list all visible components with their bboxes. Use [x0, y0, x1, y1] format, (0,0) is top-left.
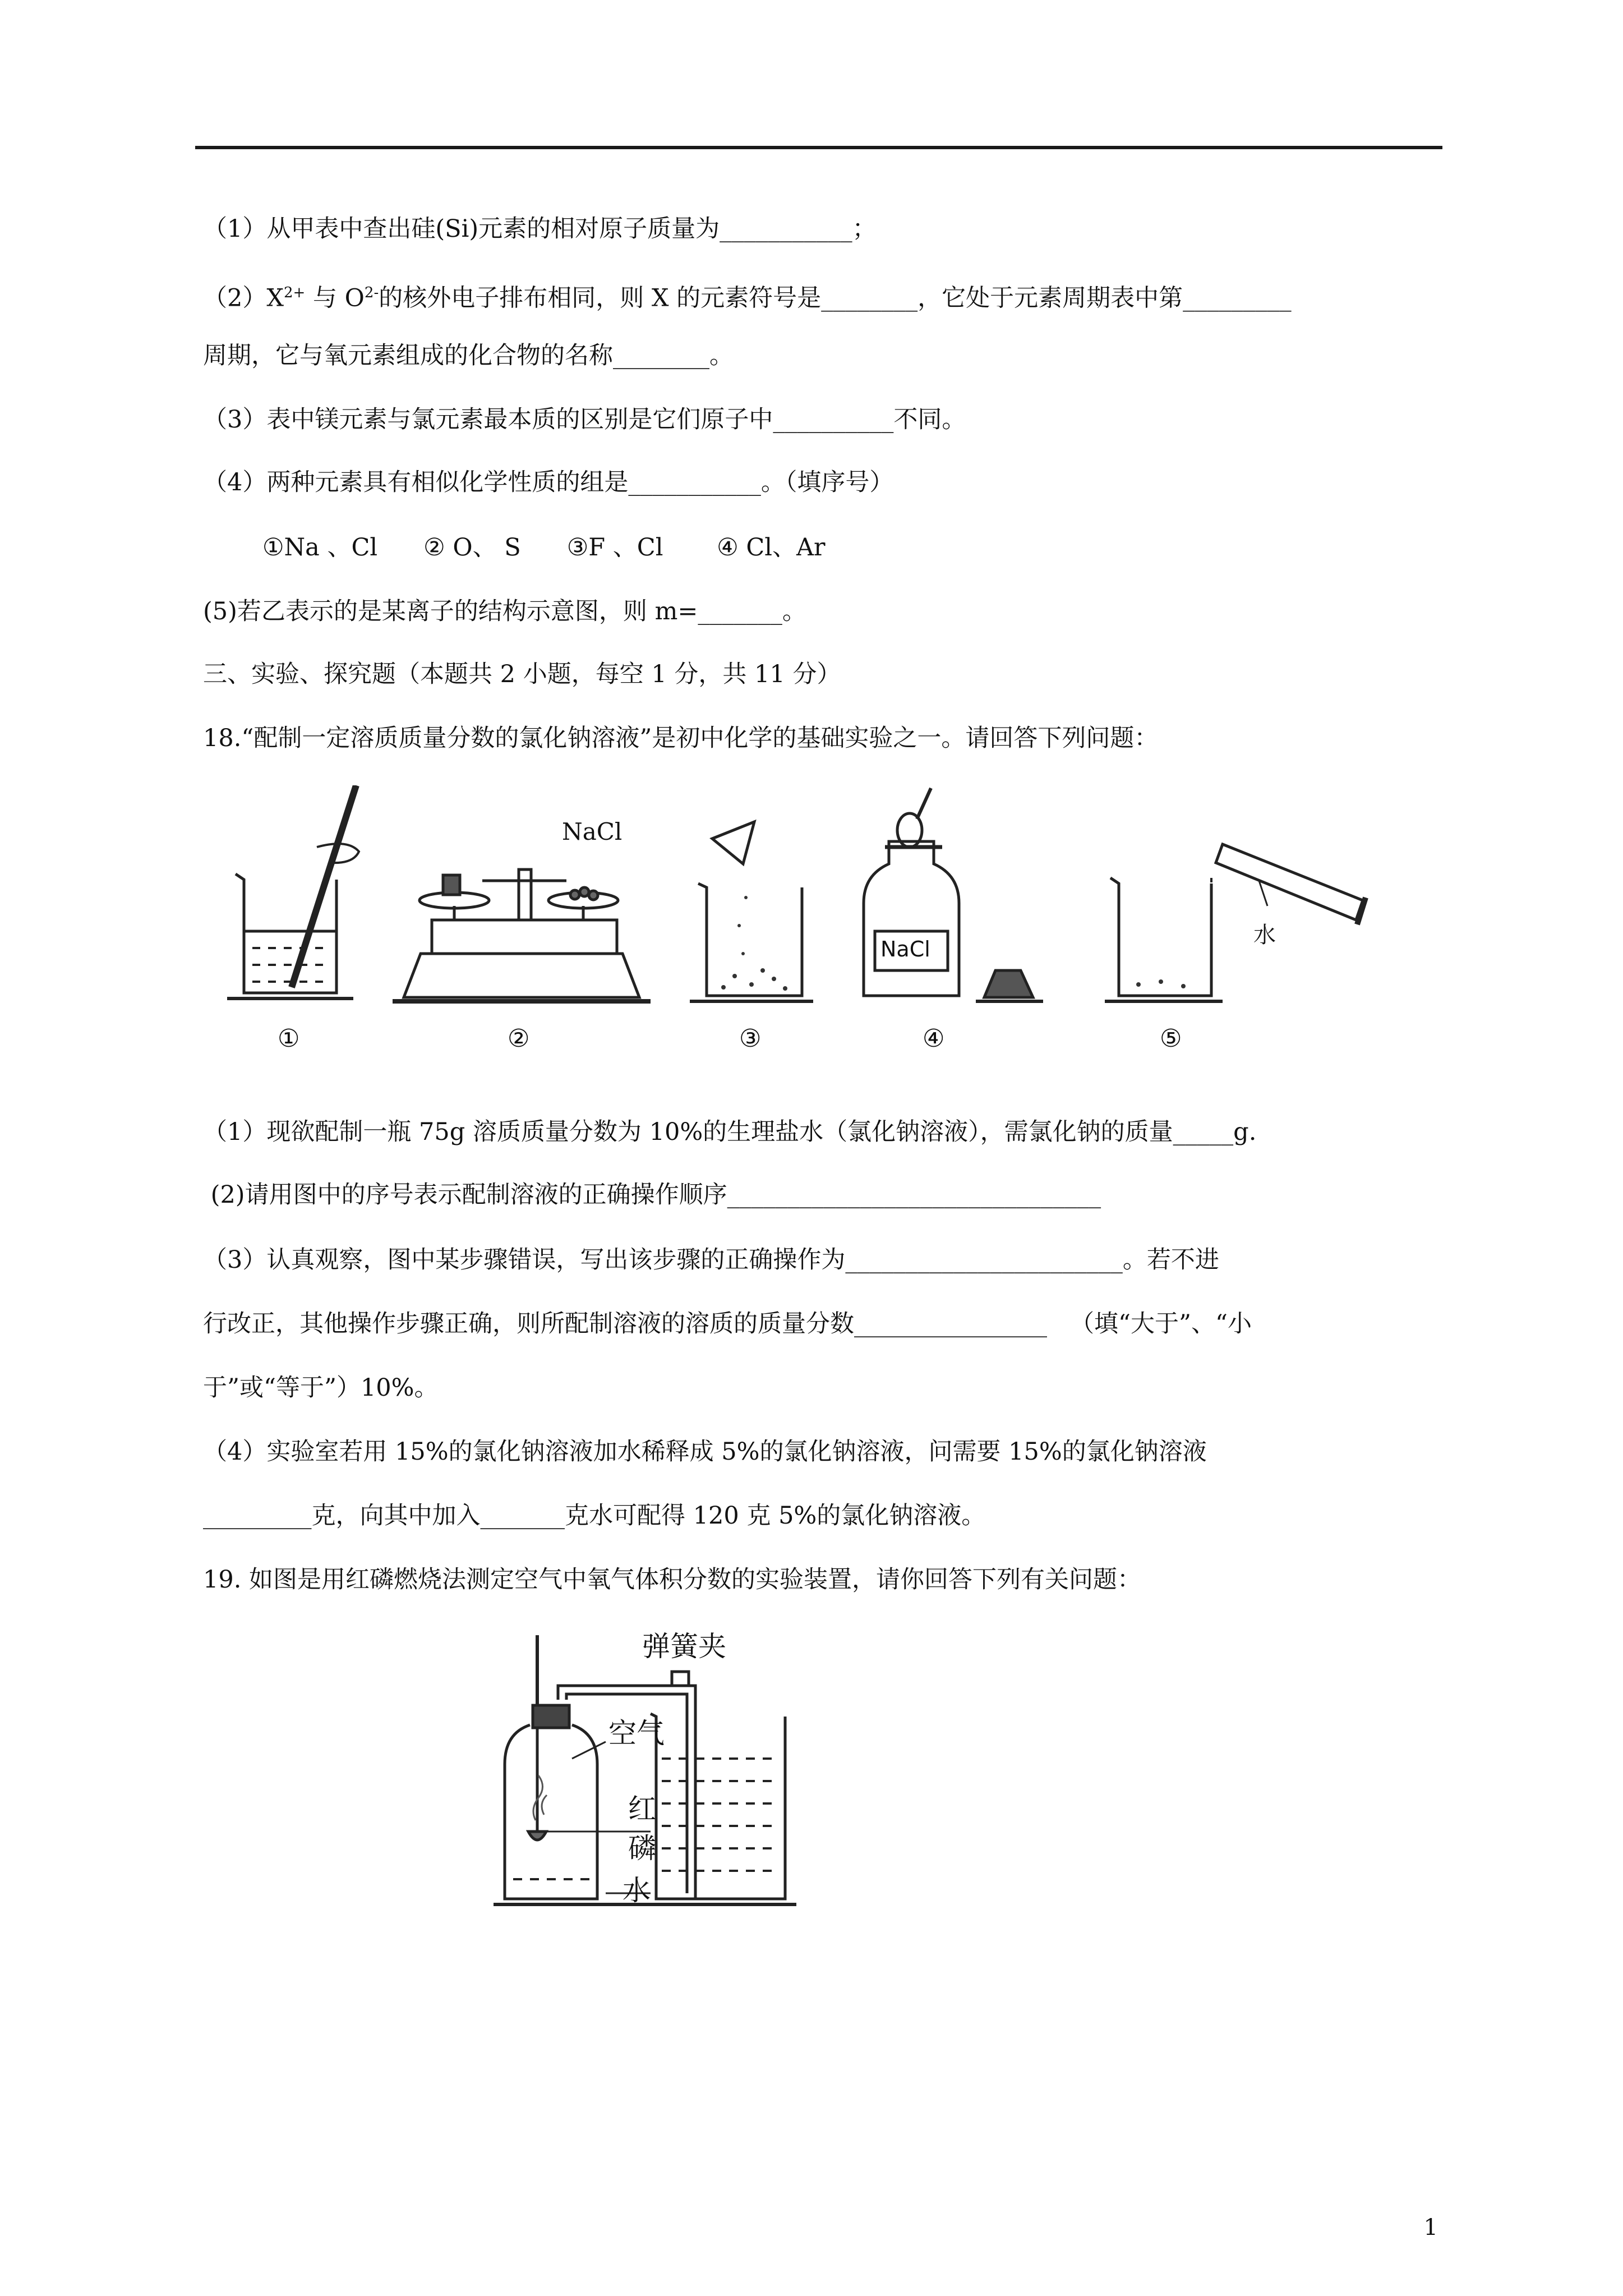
page-number: 1: [1423, 2215, 1438, 2240]
label-water: 水: [623, 1874, 651, 1907]
question-18-intro: 18.“配制一定溶质质量分数的氯化钠溶液”是初中化学的基础实验之一。请回答下列问题：: [203, 724, 1159, 752]
question-17-3: （3）表中镁元素与氯元素最本质的区别是它们原子中__________不同。: [203, 406, 966, 434]
question-19-intro: 19. 如图是用红磷燃烧法测定空气中氧气体积分数的实验装置，请你回答下列有关问题：: [203, 1566, 1142, 1594]
question-18-4-cont: _________克，向其中加入_______克水可配得 120 克 5%的氯化钠溶液。: [203, 1502, 986, 1530]
question-17-2: $(2)X^{2+}$ 与 $O^{2-}$的核外电子排布相同，则 X 的元素符号是________，它处于元素周期表中第_________: [203, 284, 1292, 312]
label-phosphorus: 磷: [628, 1832, 656, 1865]
balance: [393, 869, 651, 1001]
reagent-bottle-spoon: [864, 788, 1043, 1001]
fig-num-4: ④: [923, 1024, 945, 1053]
red-phosphorus-apparatus: [482, 1630, 852, 1916]
section-3-heading: 三、实验、探究题（本题共 2 小题，每空 1 分，共 11 分）: [203, 660, 841, 688]
question-18-4: （4）实验室若用 15%的氯化钠溶液加水稀释成 5%的氯化钠溶液，问需要 15%的氯化钠溶液: [203, 1438, 1207, 1466]
beaker-stirring-rod: [227, 785, 359, 999]
question-17-4-options: ①Na 、Cl ② O、 S ③F 、Cl ④ Cl、Ar: [262, 533, 826, 562]
question-17-5: (5)若乙表示的是某离子的结构示意图，则 m=_______。: [203, 597, 806, 625]
fig-label-nacl-bottle: NaCl: [880, 937, 930, 961]
question-18-3-cont2: 于”或“等于”）10%。: [203, 1374, 439, 1402]
question-17-1: （1）从甲表中查出硅(Si)元素的相对原子质量为___________；: [203, 215, 877, 243]
question-17-2-cont: 周期，它与氧元素组成的化合物的名称________。: [203, 342, 734, 370]
fig-num-3: ③: [739, 1024, 762, 1053]
header-rule: [195, 146, 1442, 149]
fig-num-2: ②: [508, 1024, 530, 1053]
label-red: 红: [628, 1793, 656, 1825]
fig-label-nacl: NaCl: [562, 818, 623, 845]
label-air: 空气: [608, 1717, 665, 1750]
question-18-1: （1）现欲配制一瓶 75g 溶质质量分数为 10%的生理盐水（氯化钠溶液），需氯化钠的质量_____g.: [203, 1118, 1257, 1146]
fig-num-1: ①: [278, 1024, 300, 1053]
label-spring-clip: 弹簧夹: [642, 1630, 726, 1663]
fig-label-water: 水: [1253, 922, 1276, 948]
fig-num-5: ⑤: [1160, 1024, 1182, 1053]
question-18-3-cont: 行改正，其他操作步骤正确，则所配制溶液的溶质的质量分数________________ （填“大于”、“小: [203, 1310, 1252, 1338]
question-18-2: (2)请用图中的序号表示配制溶液的正确操作顺序_______________________________: [203, 1181, 1101, 1209]
question-17-4: （4）两种元素具有相似化学性质的组是___________。（填序号）: [203, 468, 894, 496]
solution-preparation-figure: [219, 785, 1396, 1066]
beaker-pouring-solid: [690, 822, 813, 1001]
beaker-cylinder: [1105, 844, 1366, 1001]
question-18-3: （3）认真观察，图中某步骤错误，写出该步骤的正确操作为_______________________。若不进: [203, 1246, 1219, 1274]
